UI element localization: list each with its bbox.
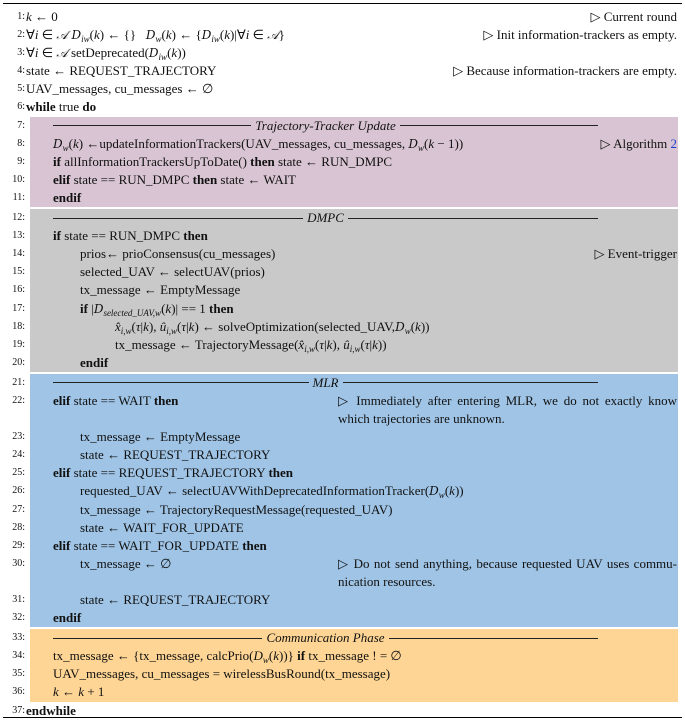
line-number: 6:	[17, 101, 25, 113]
section-rule-left	[53, 638, 262, 639]
code-text: tx_message ! = ∅	[305, 648, 402, 664]
algorithm-line	[12, 446, 678, 464]
code-text: D	[408, 136, 419, 151]
line-number: 37:	[12, 704, 25, 716]
code-text: (	[268, 648, 274, 664]
line-number: 3:	[17, 47, 25, 59]
code-text: w	[62, 142, 69, 153]
code-text: k	[78, 684, 85, 700]
code-text: D	[395, 319, 405, 334]
code-text: k	[415, 318, 421, 334]
code-text: D	[253, 648, 263, 664]
code-text: û	[159, 318, 167, 334]
line-number: 15:	[12, 266, 25, 278]
algorithm-line	[12, 647, 678, 666]
line-content	[53, 609, 81, 627]
keyword: while	[26, 99, 56, 115]
section-header	[53, 374, 598, 392]
comment-text: ▷ Current round	[590, 9, 677, 24]
code-text: ) ← solveOptimization(selected_UAV,	[194, 318, 396, 334]
line-comment-multiline: ▷ Immediately after entering MLR, we do not exactly know which trajectories are unknown.	[338, 392, 677, 427]
line-number: 10:	[12, 173, 25, 185]
code-text: state ← REQUEST_TRAJECTORY	[80, 447, 271, 463]
code-text: (	[314, 336, 320, 352]
keyword: elif	[53, 537, 71, 553]
code-text: }	[278, 27, 285, 43]
line-number: 13:	[12, 230, 25, 242]
code-text: |	[140, 318, 144, 334]
code-text: iw	[81, 34, 90, 45]
code-text: i	[34, 27, 39, 43]
code-text: true	[55, 99, 83, 115]
code-text: (	[161, 27, 166, 43]
code-text: UAV_messages, cu_messages ← ∅	[26, 81, 214, 97]
code-text: tx_message ← TrajectoryRequestMessage(requested_UAV)	[80, 501, 393, 517]
code-text: state == REQUEST_TRAJECTORY	[70, 465, 269, 481]
code-text: state ← WAIT	[217, 171, 296, 187]
algorithm-line	[0, 8, 685, 26]
algorithm-line	[12, 171, 678, 189]
code-text: k	[188, 318, 195, 334]
code-text: state == RUN_DMPC	[60, 228, 184, 244]
code-text: selected_UAV ← selectUAV(prios)	[80, 264, 265, 280]
section-rule-left	[53, 125, 251, 126]
code-text: τ	[135, 318, 141, 334]
code-text: (	[410, 318, 416, 334]
line-number: 16:	[12, 284, 25, 296]
line-number: 9:	[17, 155, 25, 167]
code-text: (	[89, 27, 95, 43]
code-text: k	[171, 45, 178, 61]
code-text: w	[262, 655, 269, 666]
code-text: (	[68, 135, 73, 151]
code-text: ∈	[38, 27, 57, 43]
keyword: elif	[53, 171, 71, 187]
section-rule-right	[389, 638, 598, 639]
line-number: 21:	[12, 376, 25, 388]
code-text: k	[165, 27, 172, 43]
code-text: k	[372, 336, 378, 352]
code-text: ))	[454, 483, 464, 499]
keyword: then	[209, 300, 234, 316]
code-text: state == WAIT	[70, 392, 154, 408]
line-number: 29:	[12, 539, 25, 551]
code-text: |	[369, 336, 373, 352]
mlr-block	[12, 374, 678, 627]
algorithm-line	[12, 300, 678, 318]
line-content	[80, 446, 270, 464]
code-text: i	[245, 27, 250, 43]
line-number: 24:	[12, 449, 25, 461]
line-number: 33:	[12, 632, 25, 644]
section-title: DMPC	[307, 210, 344, 226]
line-number: 18:	[12, 320, 25, 332]
section-rule-left	[53, 218, 303, 219]
line-number: 20:	[12, 356, 25, 368]
code-text: x̂	[115, 318, 121, 334]
code-text: D	[201, 28, 212, 43]
comment-text: ▷ Event-trigger	[594, 246, 677, 262]
code-text: tx_message ← EmptyMessage	[80, 429, 241, 445]
line-number: 1:	[17, 11, 25, 22]
line-number: 17:	[12, 302, 25, 314]
line-content	[53, 153, 392, 171]
algorithm-line	[12, 392, 678, 428]
line-comment	[483, 26, 677, 44]
algorithm-line	[12, 189, 678, 207]
code-text: selected_UAV,w	[103, 307, 162, 318]
code-text: |	[186, 318, 189, 334]
line-content	[53, 189, 81, 207]
section-title: MLR	[312, 374, 339, 390]
code-text: ∀	[26, 45, 35, 61]
line-number: 36:	[12, 686, 25, 698]
line-number: 7:	[17, 119, 25, 131]
code-text: w	[418, 142, 425, 153]
line-number: 35:	[12, 668, 25, 680]
code-text: τ	[364, 336, 370, 352]
code-text: ←	[58, 684, 79, 700]
line-content	[80, 555, 171, 573]
line-content	[80, 519, 244, 537]
code-text: k	[326, 336, 333, 352]
code-text: ∈	[38, 45, 57, 61]
algorithm-line	[17, 153, 678, 171]
comm-block	[12, 629, 678, 701]
top-rule	[3, 3, 682, 4]
code-text: state == RUN_DMPC	[70, 171, 193, 187]
code-text: ),	[148, 318, 160, 334]
section-header	[53, 209, 598, 227]
line-number: 31:	[12, 594, 25, 605]
line-number: 2:	[17, 29, 25, 41]
line-number: 26:	[12, 485, 25, 497]
code-text: (	[360, 336, 365, 352]
code-text: ))	[177, 45, 186, 61]
code-text: tx_message ← {tx_message, calcPrio(	[53, 648, 254, 664]
line-content	[53, 171, 296, 189]
code-text: 𝒜	[56, 28, 72, 43]
code-text: state ← REQUEST_TRAJECTORY	[80, 592, 271, 607]
code-text: i,w	[304, 343, 315, 354]
section-rule-right	[400, 125, 598, 126]
line-number: 32:	[12, 612, 25, 624]
code-text: )|∀	[229, 27, 246, 43]
line-number: 30:	[12, 557, 25, 569]
algorithm-line	[12, 354, 678, 372]
algorithm-line	[12, 683, 678, 701]
keyword: endif	[53, 610, 82, 626]
line-content	[80, 263, 265, 281]
line-content	[53, 227, 208, 245]
code-text: − 1))	[434, 135, 464, 151]
keyword: if	[80, 300, 88, 316]
line-number: 12:	[12, 212, 25, 224]
keyword: do	[82, 99, 97, 115]
code-text: ) ← {}	[99, 27, 146, 43]
dmpc-block	[12, 209, 678, 372]
code-text: k	[53, 684, 59, 700]
algorithm-line	[12, 482, 678, 501]
line-content	[26, 62, 216, 80]
code-text: setDeprecated(	[67, 45, 149, 61]
line-number: 19:	[12, 338, 25, 350]
code-text: (	[131, 318, 136, 334]
code-text: k	[165, 300, 172, 316]
code-text: tx_message ← TrajectoryMessage(	[115, 336, 299, 352]
section-rule-right	[348, 218, 598, 219]
keyword: elif	[53, 392, 71, 408]
code-text: ∈	[249, 27, 268, 43]
code-text: (	[219, 27, 225, 43]
code-text: D	[71, 28, 82, 43]
code-text: |	[323, 336, 327, 352]
keyword: endwhile	[26, 702, 76, 718]
section-rule-right	[343, 382, 599, 383]
algorithm-line	[12, 501, 678, 519]
code-text: ) ←updateInformationTrackers(UAV_messages, cu_messages,	[78, 135, 409, 151]
algorithm-line	[12, 555, 678, 591]
code-text: + 1	[84, 684, 105, 700]
keyword: then	[250, 153, 275, 169]
section-header	[53, 629, 598, 647]
algorithm-line	[12, 209, 678, 227]
code-text: state ← RUN_DMPC	[274, 153, 393, 169]
algorithm-line	[12, 336, 678, 354]
code-text: i,w	[166, 325, 178, 336]
code-text: iw	[158, 52, 168, 63]
algorithm-line	[12, 609, 678, 627]
algorithm-line	[12, 318, 678, 336]
code-text: D	[145, 28, 156, 43]
code-text: k	[428, 135, 435, 151]
line-content	[80, 281, 240, 299]
keyword: then	[268, 465, 294, 481]
code-text: k	[72, 135, 79, 151]
code-text: ))	[420, 318, 430, 334]
line-number: 14:	[12, 248, 25, 260]
code-text: state ← WAIT_FOR_UPDATE	[80, 519, 244, 535]
algorithm-line	[0, 26, 685, 44]
code-text: 𝒜	[267, 28, 279, 43]
code-text: (	[444, 483, 450, 499]
section-rule-left	[53, 382, 309, 383]
code-text: ))	[377, 336, 387, 352]
algorithm-line	[0, 44, 685, 62]
line-number: 25:	[12, 467, 25, 479]
code-text: w	[438, 490, 445, 501]
code-text: tx_message ← EmptyMessage	[80, 282, 241, 298]
code-text: )| == 1	[171, 300, 210, 316]
algorithm-line	[17, 117, 678, 135]
line-content	[80, 591, 270, 609]
code-text: D	[93, 301, 104, 316]
line-number: 28:	[12, 521, 25, 533]
line-content	[53, 392, 178, 410]
algorithm-line	[12, 519, 678, 537]
code-text: k	[26, 9, 32, 24]
section-header	[53, 117, 598, 135]
keyword: elif	[53, 465, 71, 481]
code-text: i	[34, 45, 39, 61]
keyword: endif	[80, 354, 109, 370]
keyword: endif	[53, 189, 82, 205]
algorithm-reference-link[interactable]: 2	[670, 135, 677, 151]
line-comment	[594, 245, 677, 263]
code-text: iw	[211, 34, 220, 45]
code-text: D	[148, 46, 159, 61]
keyword: then	[242, 537, 267, 553]
code-text: k	[224, 27, 230, 43]
line-content	[26, 98, 96, 116]
code-text: tx_message ← ∅	[80, 555, 172, 571]
line-content	[53, 537, 267, 555]
line-comment	[590, 8, 677, 26]
line-number: 8:	[17, 137, 25, 149]
code-text: k	[273, 648, 279, 664]
line-number: 27:	[12, 503, 25, 515]
keyword: then	[153, 392, 179, 408]
code-text: x̂	[298, 336, 305, 352]
code-text: (	[177, 318, 182, 334]
line-comment-multiline: ▷ Do not send anything, because requested UAV uses commu- nication resources.	[338, 555, 677, 589]
code-text: ) ← {	[171, 27, 202, 43]
code-text: ∀	[26, 27, 35, 43]
keyword: then	[192, 171, 218, 187]
line-number: 34:	[12, 650, 25, 662]
keyword: if	[53, 228, 61, 244]
line-content	[80, 501, 392, 519]
algorithm-line	[12, 245, 678, 263]
code-text: k	[449, 483, 455, 499]
algorithm-line	[12, 629, 678, 647]
code-text: w	[155, 34, 162, 45]
algorithm-line	[12, 227, 678, 245]
code-text: û	[343, 336, 350, 352]
code-text: (	[161, 300, 166, 316]
code-text: 𝒜	[56, 46, 68, 61]
code-text: state ← REQUEST_TRAJECTORY	[26, 63, 217, 79]
algorithm-line	[0, 80, 685, 98]
code-text: D	[429, 484, 439, 499]
code-text: (	[424, 135, 429, 151]
keyword: if	[297, 648, 306, 664]
line-number: 22:	[12, 394, 25, 406]
algorithm-line	[0, 98, 685, 116]
code-text: prios← prioConsensus(cu_messages)	[80, 246, 276, 262]
line-number: 5:	[17, 83, 25, 95]
algorithm-line	[12, 591, 678, 609]
line-number: 23:	[12, 431, 25, 443]
algorithm-line	[17, 135, 678, 153]
line-content	[53, 683, 104, 701]
algorithm-line	[0, 62, 685, 80]
algorithm-line	[12, 537, 678, 555]
comment-text: ▷ Because information-trackers are empty.	[453, 63, 677, 79]
code-text: w	[404, 325, 411, 336]
line-content	[80, 428, 240, 446]
keyword: if	[53, 153, 61, 169]
line-content	[53, 464, 293, 482]
algorithm-line	[12, 281, 678, 299]
algorithm-line	[12, 374, 678, 392]
comment-text: ▷ Algorithm	[600, 135, 671, 151]
algorithm-line	[12, 665, 678, 683]
code-text: i,w	[120, 325, 132, 336]
code-text: ))}	[279, 648, 298, 664]
line-comment	[601, 135, 677, 153]
algorithm-line	[12, 428, 678, 446]
algorithm-listing	[0, 8, 685, 720]
section-title: Communication Phase	[266, 630, 385, 646]
line-number: 4:	[17, 65, 25, 77]
code-text: D	[53, 136, 63, 151]
code-text: τ	[319, 336, 324, 352]
code-text: UAV_messages, cu_messages = wirelessBusRound(tx_message)	[53, 666, 391, 682]
code-text: (	[167, 45, 172, 61]
line-content	[53, 665, 390, 683]
trajectory-block	[12, 117, 678, 207]
line-content	[26, 8, 58, 26]
algorithm-line	[12, 263, 678, 281]
section-title: Trajectory-Tracker Update	[255, 117, 396, 133]
bottom-rule	[3, 717, 682, 718]
code-text: k	[94, 27, 100, 43]
line-content	[80, 354, 108, 372]
code-text: k	[143, 318, 149, 334]
keyword: then	[183, 228, 208, 244]
comment-text: ▷ Init information-trackers as empty.	[483, 27, 677, 43]
code-text: state == WAIT_FOR_UPDATE	[70, 537, 243, 553]
code-text: i,w	[349, 343, 361, 354]
line-content	[26, 80, 213, 98]
algorithm-line	[12, 464, 678, 482]
line-number: 11:	[12, 191, 25, 203]
code-text: ← 0	[31, 9, 58, 24]
line-content	[80, 245, 275, 263]
code-text: τ	[181, 318, 187, 334]
code-text: |	[87, 300, 94, 316]
code-text: ),	[332, 336, 344, 352]
code-text: allInformationTrackersUpToDate()	[60, 153, 251, 169]
line-comment	[453, 62, 677, 80]
code-text: requested_UAV ← selectUAVWithDeprecatedInformationTracker(	[80, 483, 430, 499]
